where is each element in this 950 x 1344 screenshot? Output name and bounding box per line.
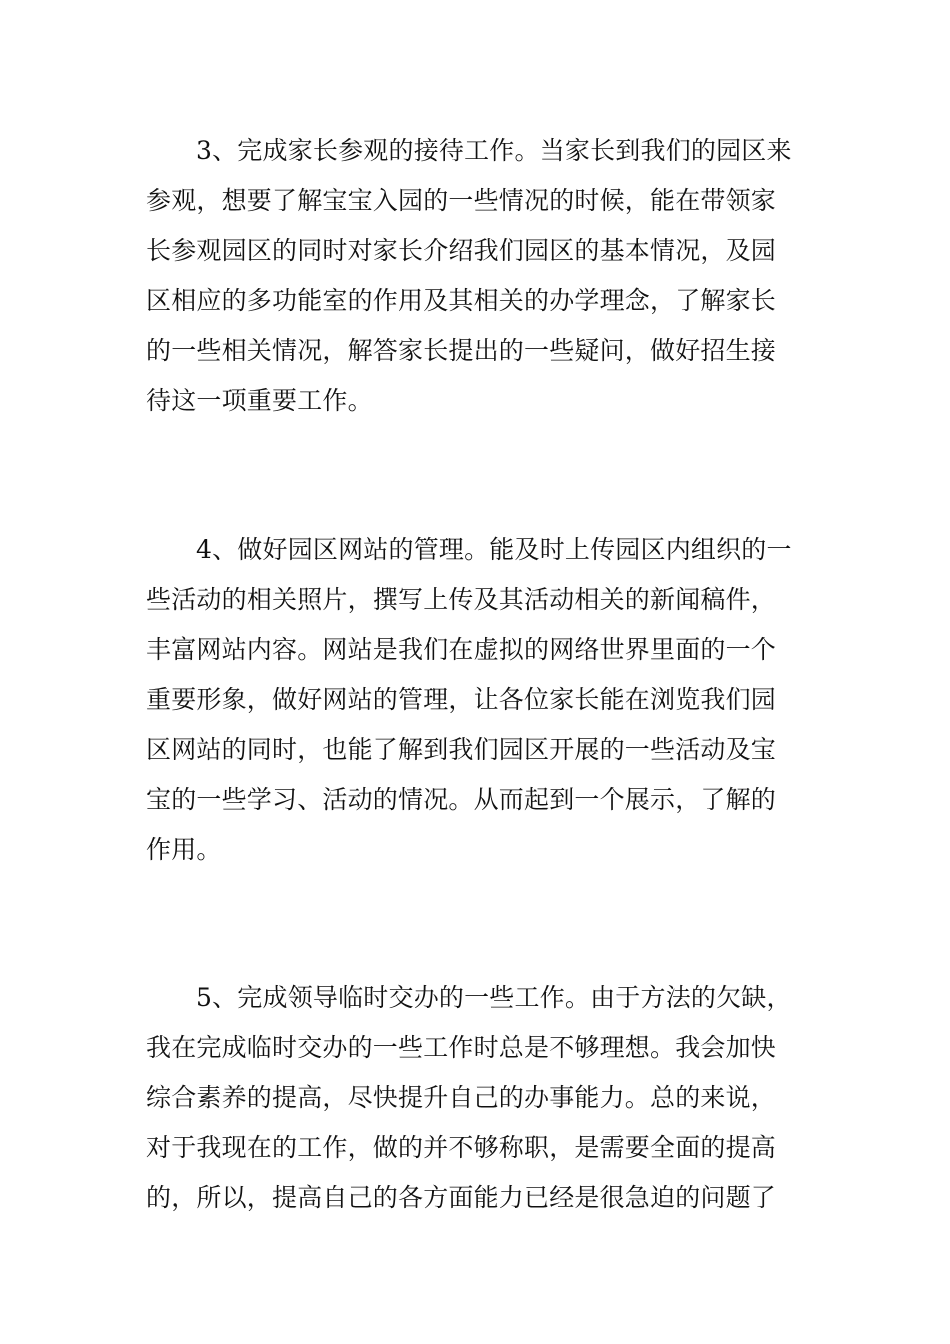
text-line: 对于我现在的工作，做的并不够称职，是需要全面的提高 [146,1133,777,1162]
paragraph-item-3 [146,126,808,426]
text-line: 3、完成家长参观的接待工作。当家长到我们的园区来 [196,136,792,165]
text-line: 综合素养的提高，尽快提升自己的办事能力。总的来说， [146,1083,777,1112]
text-line: 重要形象，做好网站的管理，让各位家长能在浏览我们园 [146,685,777,714]
text-line: 丰富网站内容。网站是我们在虚拟的网络世界里面的一个 [146,635,777,664]
text-line: 区相应的多功能室的作用及其相关的办学理念，了解家长 [146,286,777,315]
text-line: 的一些相关情况，解答家长提出的一些疑问，做好招生接 [146,336,777,365]
text-line: 参观，想要了解宝宝入园的一些情况的时候，能在带领家 [146,186,777,215]
text-line: 5、完成领导临时交办的一些工作。由于方法的欠缺， [196,983,792,1012]
text-line: 宝的一些学习、活动的情况。从而起到一个展示，了解的 [146,785,777,814]
text-line: 4、做好园区网站的管理。能及时上传园区内组织的一 [196,535,792,564]
text-line: 待这一项重要工作。 [146,386,373,415]
text-line: 我在完成临时交办的一些工作时总是不够理想。我会加快 [146,1033,777,1062]
paragraph-item-4 [146,525,808,875]
text-line: 的，所以，提高自己的各方面能力已经是很急迫的问题了 [146,1183,777,1212]
text-line: 长参观园区的同时对家长介绍我们园区的基本情况，及园 [146,236,777,265]
text-line: 区网站的同时，也能了解到我们园区开展的一些活动及宝 [146,735,777,764]
text-line: 作用。 [146,835,222,864]
paragraph-item-5 [146,973,808,1223]
text-line: 些活动的相关照片，撰写上传及其活动相关的新闻稿件， [146,585,777,614]
